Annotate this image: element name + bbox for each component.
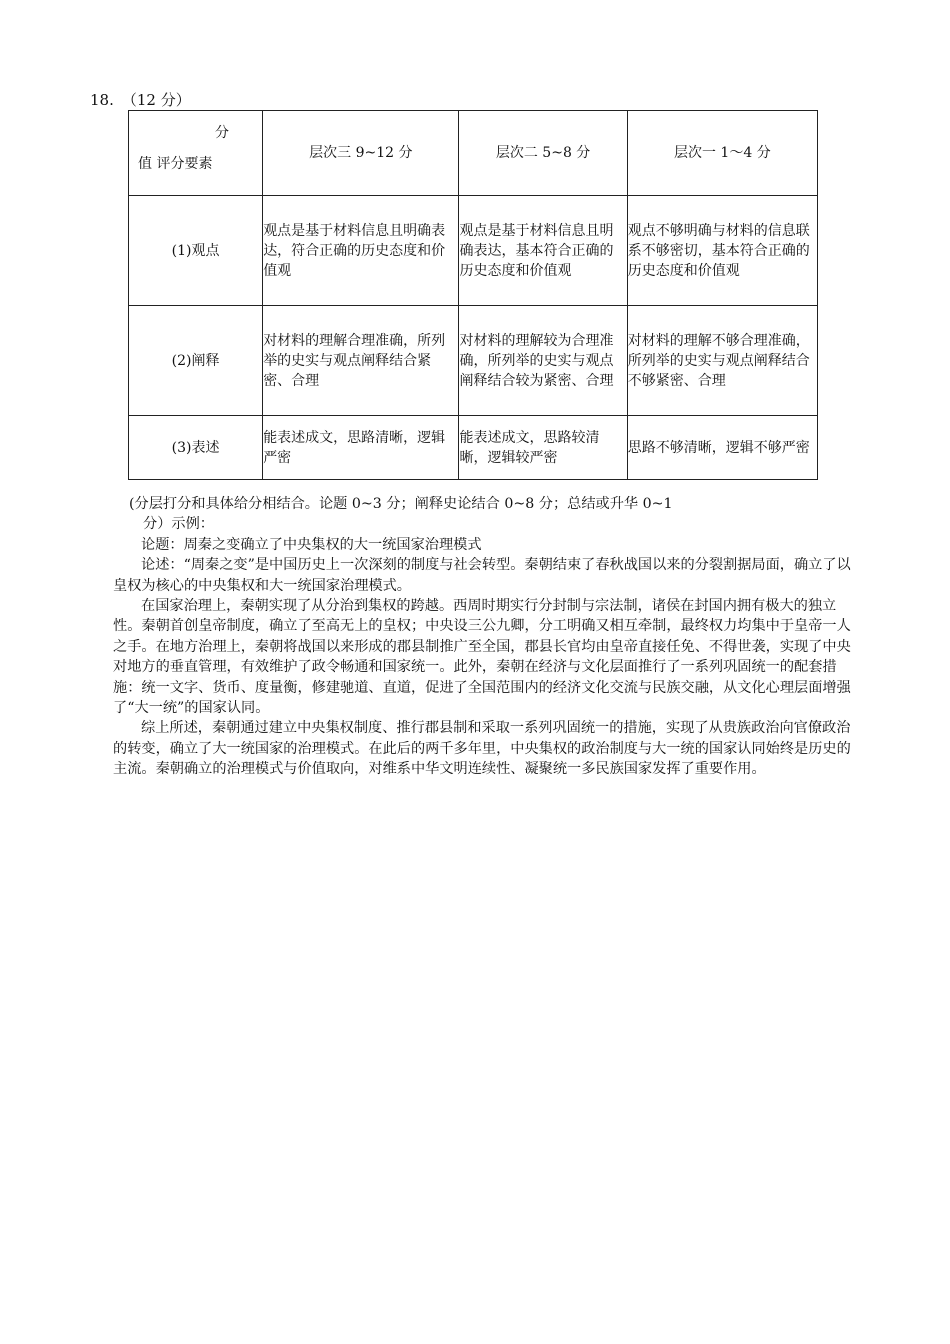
- essay-paragraph-1: 论述：“周秦之变”是中国历史上一次深刻的制度与社会转型。秦朝结束了春秋战国以来的分裂割据局面，确立了以皇权为核心的中央集权和大一统国家治理模式。: [113, 557, 851, 594]
- header-level-3: 层次三 9~12 分: [263, 111, 459, 196]
- table-cell: 观点是基于材料信息且明确表达，基本符合正确的历史态度和价值观: [459, 196, 627, 306]
- essay-paragraph-3: 综上所述，秦朝通过建立中央集权制度、推行郡县制和采取一系列巩固统一的措施，实现了从贵族政治向官僚政治的转变，确立了大一统国家的治理模式。在此后的两千多年里，中央集权的政治制度与大一统的国家认同始终是历史的主流。秦朝确立的治理模式与价值取向，对维系中华文明连续性、凝聚统一多民族国家发挥了重要作用。: [113, 720, 851, 778]
- essay-topic: 论题：周秦之变确立了中央集权的大一统国家治理模式: [141, 536, 482, 553]
- scoring-note: (分层打分和具体给分相结合。论题 0~3 分；阐释史论结合 0~8 分；总结或升华 0~1: [129, 496, 673, 512]
- row-label-viewpoint: (1)观点: [129, 196, 263, 306]
- row-label-expression: (3)表述: [129, 416, 263, 480]
- scoring-rubric-table: [128, 110, 818, 480]
- corner-bottom-label: 值 评分要素: [138, 156, 213, 172]
- table-cell: 观点是基于材料信息且明确表达，符合正确的历史态度和价值观: [263, 196, 459, 306]
- essay-paragraph-2: 在国家治理上，秦朝实现了从分治到集权的跨越。西周时期实行分封制与宗法制，诸侯在封国内拥有极大的独立性。秦朝首创皇帝制度，确立了至高无上的皇权；中央设三公九卿，分工明确又相互牵制，最终权力均集中于皇帝一人之手。在地方治理上，秦朝将战国以来形成的郡县制推广至全国，郡县长官均由皇帝直接任免、不得世袭，实现了中央对地方的垂直管理，有效维护了政令畅通和国家统一。此外，秦朝在经济与文化层面推行了一系列巩固统一的配套措施：统一文字、货币、度量衡，修建驰道、直道，促进了全国范围内的经济文化交流与民族交融，从文化心理层面增强了“大一统”的国家认同。: [113, 598, 851, 717]
- table-row: [129, 196, 818, 306]
- question-number: 18.: [90, 91, 114, 109]
- table-row: [129, 416, 818, 480]
- table-cell: 能表述成文，思路清晰，逻辑严密: [263, 416, 459, 480]
- scoring-note-continued: 分）示例：: [143, 516, 214, 533]
- table-cell: 思路不够清晰，逻辑不够严密: [627, 416, 817, 480]
- question-points: （12 分）: [121, 91, 191, 109]
- table-cell: 能表述成文，思路较清晰，逻辑较严密: [459, 416, 627, 480]
- table-cell: 观点不够明确与材料的信息联系不够密切，基本符合正确的历史态度和价值观: [627, 196, 817, 306]
- table-row: [129, 306, 818, 416]
- corner-cell: [129, 111, 263, 196]
- table-cell: 对材料的理解合理准确，所列举的史实与观点阐释结合紧密、合理: [263, 306, 459, 416]
- table-cell: 对材料的理解不够合理准确，所列举的史实与观点阐释结合不够紧密、合理: [627, 306, 817, 416]
- table-header-row: [129, 111, 818, 196]
- row-label-explanation: (2)阐释: [129, 306, 263, 416]
- corner-top-label: 分: [215, 125, 229, 141]
- question-heading: [90, 90, 191, 110]
- header-level-2: 层次二 5~8 分: [459, 111, 627, 196]
- header-level-1: 层次一 1～4 分: [627, 111, 817, 196]
- table-cell: 对材料的理解较为合理准确，所列举的史实与观点阐释结合较为紧密、合理: [459, 306, 627, 416]
- answer-text: [113, 494, 855, 780]
